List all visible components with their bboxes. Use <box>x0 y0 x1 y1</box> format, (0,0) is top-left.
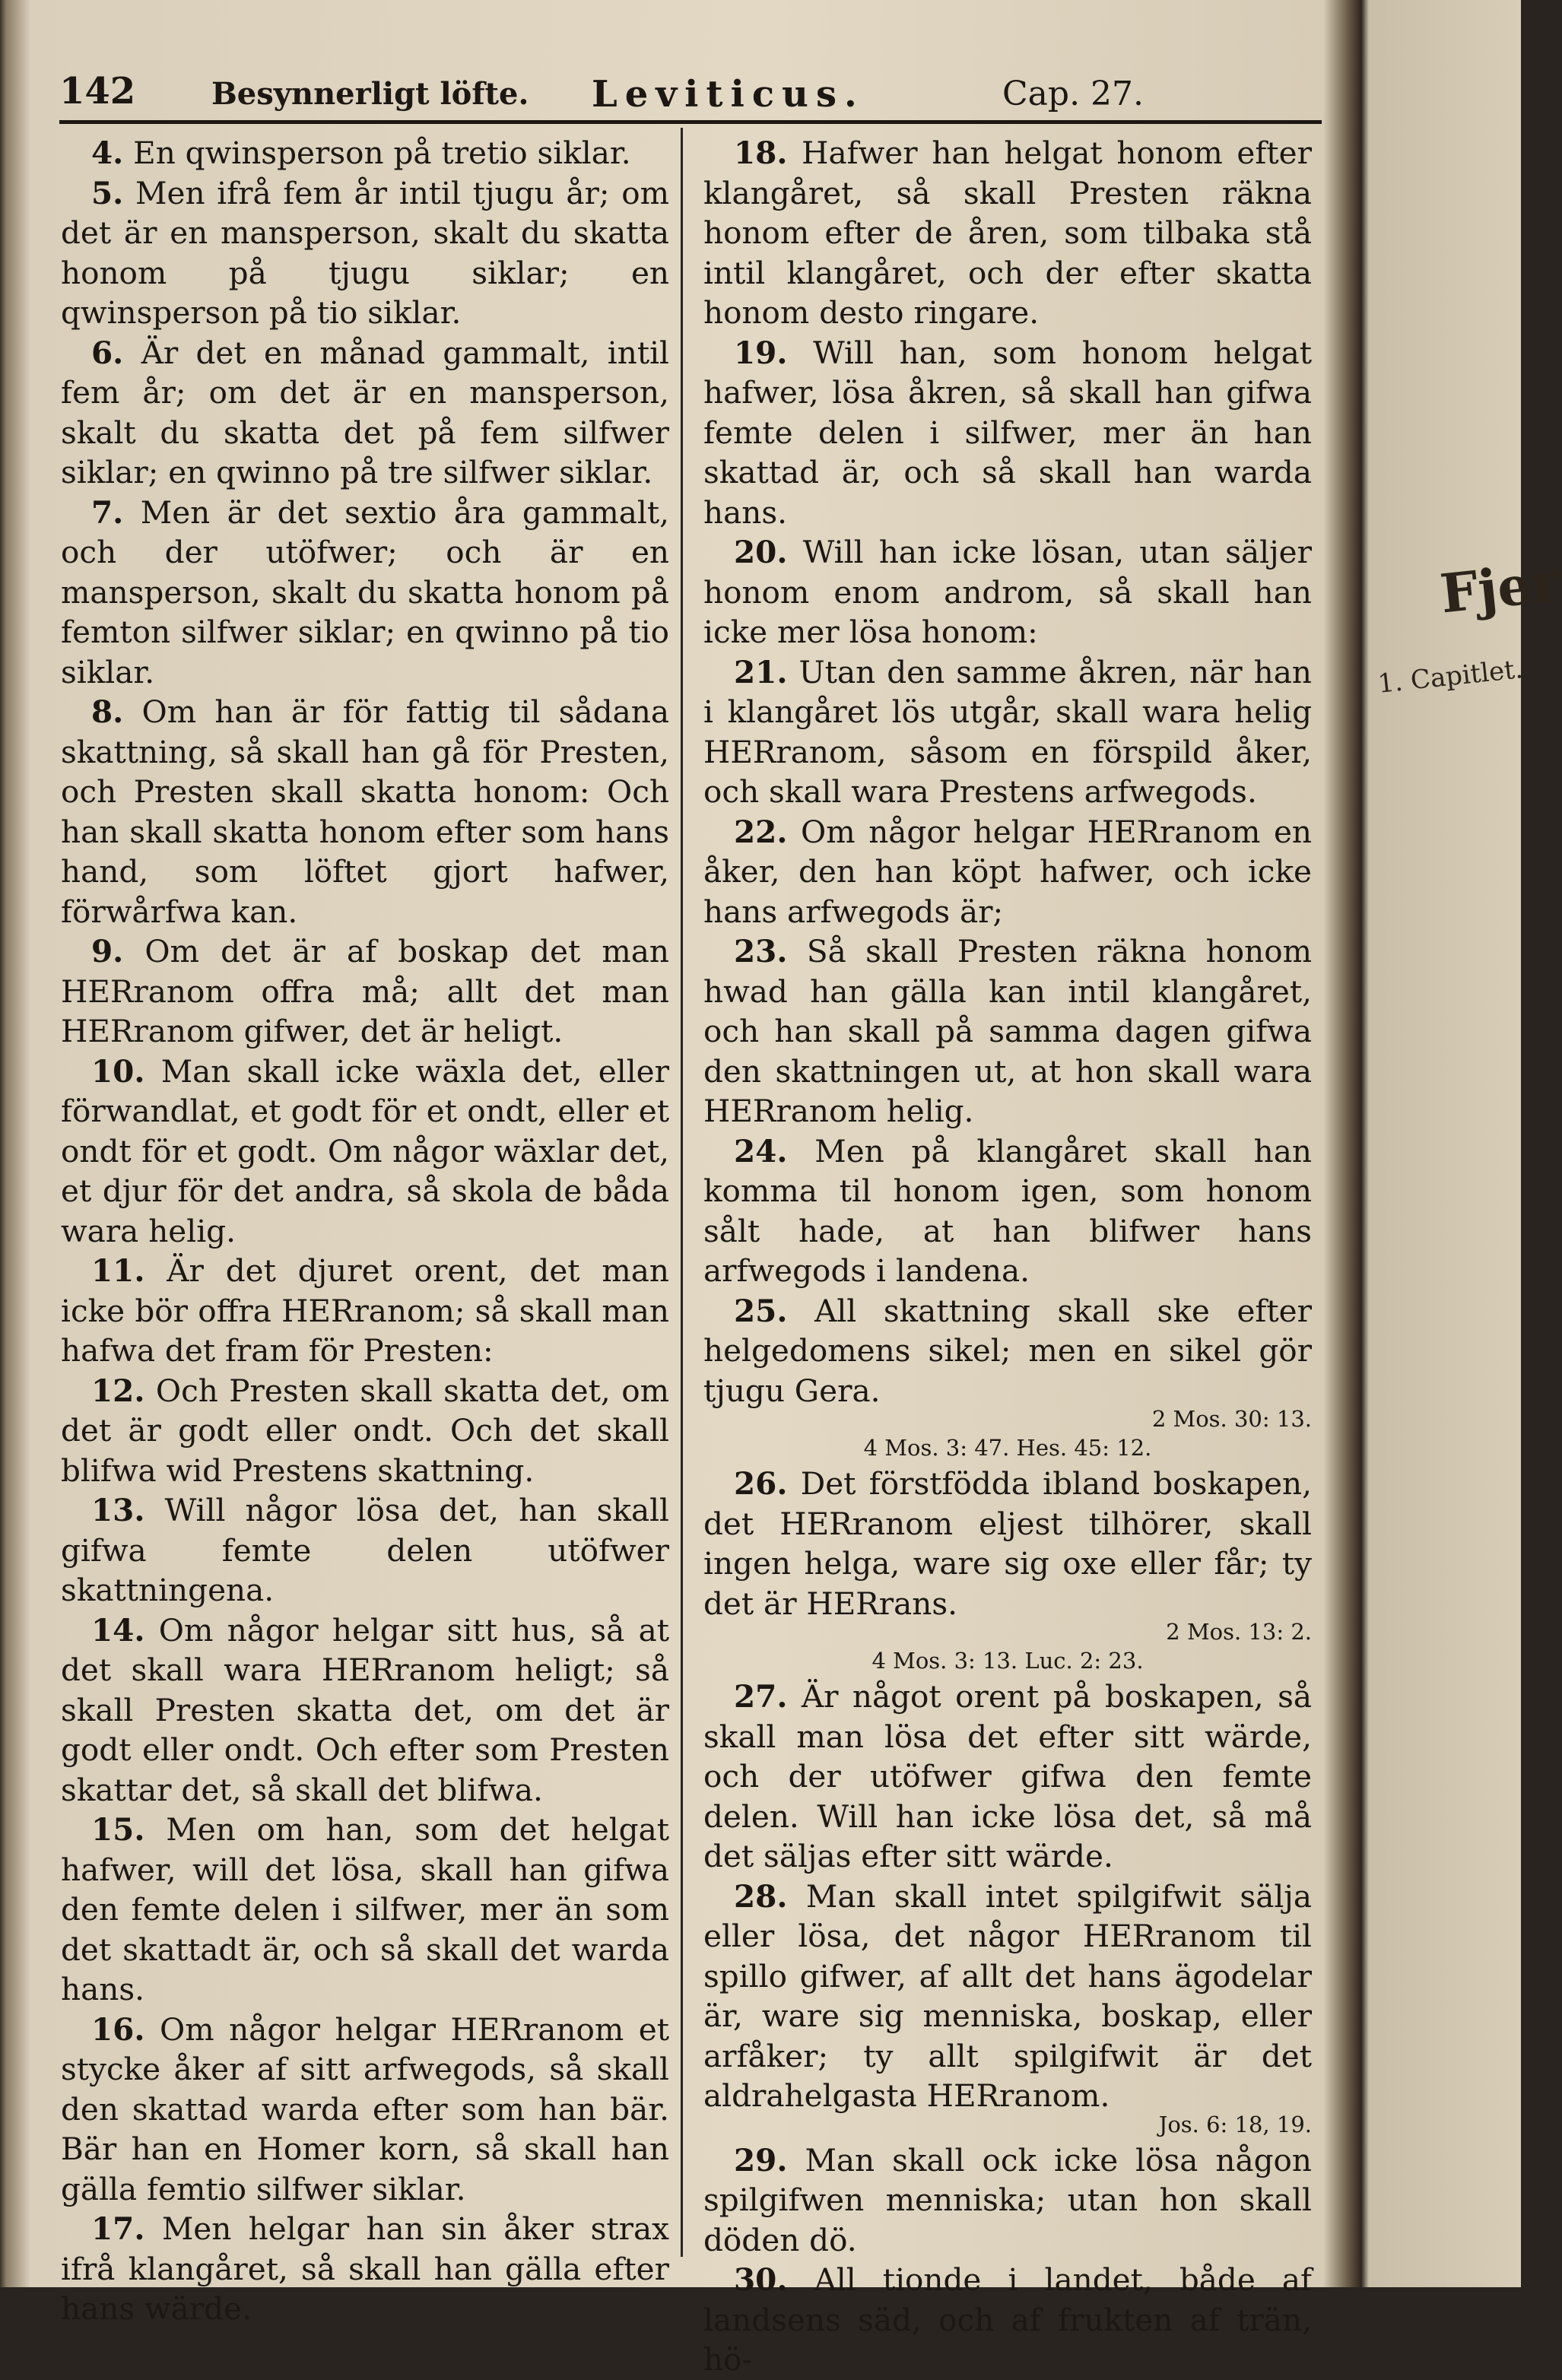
running-head-book: Leviticus. <box>592 73 865 116</box>
verse <box>703 1291 1312 1411</box>
header-rule <box>59 120 1322 124</box>
verse-text: Om någor helgar HERranom en åker, den han köpt hafwer, och icke hans arfwegods är; <box>703 813 1312 930</box>
verse-text: Hafwer han helgat honom efter klangåret, så skall Presten räkna honom efter de åren, som tilbaka stå intil klangåret, och der efter skatta honom desto ringare. <box>703 135 1312 331</box>
verse-number: 9. <box>91 933 124 969</box>
cross-reference: 4 Mos. 3: 13. Luc. 2: 23. <box>871 1648 1144 1674</box>
verse-number: 15. <box>91 1811 145 1848</box>
running-head-left: Besynnerligt löfte. <box>211 76 529 112</box>
verse <box>703 812 1312 932</box>
verse-text: Om han är för fattig til sådana skattning, så skall han gå för Presten, och Presten skall skatta honom: Och han skall skatta honom efter som hans hand, som löftet gjort hafwer, förwårfwa kan. <box>61 693 669 930</box>
verse-number: 23. <box>734 933 788 969</box>
book-page <box>46 46 1323 2378</box>
verse-text: Och Presten skall skatta det, om det är godt eller ondt. Och det skall blifwa wid Prestens skattning. <box>61 1372 669 1489</box>
verse-text: Will någor lösa det, han skall gifwa femte delen utöfwer skattningena. <box>61 1492 670 1608</box>
verse-text: Man skall icke wäxla det, eller förwandlat, et godt för et ondt, eller et ondt för et godt. Om någor wäxlar det, et djur för det andra, så skola de båda wara helig. <box>61 1052 669 1249</box>
verse-number: 5. <box>91 174 124 211</box>
verse-number: 7. <box>91 493 124 531</box>
verse-text: Men på klangåret skall han komma til honom igen, som honom sålt hade, at han blifwer hans arfwegods i landena. <box>703 1132 1312 1289</box>
verse-text: Är något orent på boskapen, så skall man lösa det efter sitt wärde, och der utöfwer gifwa den femte delen. Will han icke lösa det, så må det säljas efter sitt wärde. <box>703 1678 1312 1874</box>
verse <box>61 1490 669 1610</box>
verse-number: 18. <box>734 135 788 171</box>
verse-number: 16. <box>91 2010 145 2048</box>
facing-page-heading: Fjer <box>1437 550 1562 626</box>
verse-number: 25. <box>734 1292 788 1329</box>
verse <box>703 652 1312 812</box>
verse <box>61 173 669 333</box>
verse-text: Är det en månad gammalt, intil fem år; om det är en mansperson, skalt du skatta det på fem silfwer siklar; en qwinno på tre silfwer siklar. <box>61 334 670 490</box>
verse <box>703 1464 1312 1623</box>
verse-number: 17. <box>91 2210 145 2247</box>
verse-text: Will han, som honom helgat hafwer, lösa åkren, så skall han gifwa femte delen i silfwer, mer än han skattad är, och så skall han warda hans. <box>703 334 1313 531</box>
verse-text: Men helgar han sin åker strax ifrå klangåret, så skall han gälla efter hans wärde. <box>61 2210 669 2327</box>
verse-number: 19. <box>734 334 788 371</box>
verse-text: Men om han, som det helgat hafwer, will det lösa, skall han gifwa den femte delen i silfwer, mer än som det skattadt är, och så skall det warda hans. <box>61 1811 669 2007</box>
verse <box>703 2260 1312 2380</box>
verse-text: Om någor helgar HERranom et stycke åker af sitt arfwegods, så skall den skattad warda efter som han bär. Bär han en Homer korn, så skall han gälla femtio silfwer siklar. <box>61 2010 670 2207</box>
verse <box>61 493 669 693</box>
verse-text: Så skall Presten räkna honom hwad han gälla kan intil klangåret, och han skall på samma dagen gifwa den skattningen ut, at hon skall wara HERranom helig. <box>703 933 1312 1129</box>
verse <box>703 1677 1312 1877</box>
verse <box>703 931 1312 1131</box>
verse-number: 21. <box>734 653 788 690</box>
verse-text: Men ifrå fem år intil tjugu år; om det är en mansperson, skalt du skatta honom på tjugu siklar; en qwinsperson på tio siklar. <box>61 174 669 331</box>
verse <box>703 1877 1312 2116</box>
page-number: 142 <box>59 70 136 113</box>
verse-text: En qwinsperson på tretio siklar. <box>133 135 631 171</box>
verse-number: 11. <box>91 1252 145 1289</box>
verse-number: 14. <box>91 1611 145 1649</box>
verse <box>61 333 669 493</box>
verse <box>61 1610 669 1810</box>
verse-text: Men är det sextio åra gammalt, och der utöfwer; och är en mansperson, skalt du skatta honom på femton silfwer siklar; en qwinno på tio siklar. <box>61 493 670 690</box>
cross-reference: 2 Mos. 30: 13. <box>1151 1406 1312 1432</box>
verse-number: 24. <box>734 1132 788 1169</box>
running-header <box>59 61 1322 122</box>
verse-number: 20. <box>734 534 788 570</box>
verse <box>61 692 669 931</box>
verse-number: 8. <box>91 693 124 730</box>
verse <box>61 1251 669 1371</box>
verse <box>703 333 1312 533</box>
verse-text: Utan den samme åkren, när han i klangåret lös utgår, skall wara helig HERranom, såsom en förspild åker, och skall wara Prestens arfwegods. <box>703 653 1312 810</box>
verse <box>61 2209 669 2329</box>
running-head-chapter: Cap. 27. <box>1002 75 1145 113</box>
verse-number: 10. <box>91 1052 145 1090</box>
verse <box>61 1052 669 1252</box>
cross-reference: 4 Mos. 3: 47. Hes. 45: 12. <box>863 1435 1152 1461</box>
facing-page-chapter: 1. Capitlet. <box>1376 654 1525 700</box>
verse-number: 30. <box>734 2261 788 2298</box>
verse-text: Will han icke lösan, utan säljer honom enom androm, så skall han icke mer lösa honom: <box>703 534 1313 650</box>
cross-reference: 2 Mos. 13: 2. <box>1166 1619 1312 1645</box>
verse-number: 13. <box>91 1492 145 1528</box>
column-divider <box>681 128 683 2257</box>
verse <box>703 1131 1312 1291</box>
verse <box>703 532 1312 652</box>
verse-number: 6. <box>91 334 124 371</box>
cross-reference: Jos. 6: 18, 19. <box>1158 2111 1312 2137</box>
right-column <box>703 133 1312 2380</box>
left-column <box>61 133 669 2329</box>
verse <box>61 1810 669 2010</box>
verse-number: 28. <box>734 1877 788 1915</box>
verse-text: Om någor helgar sitt hus, så at det skall wara HERranom heligt; så skall Presten skatta det, om det är godt eller ondt. Och efter som Presten skattar det, så skall det blifwa. <box>61 1611 669 1808</box>
verse-text: Är det djuret orent, det man icke bör offra HERranom; så skall man hafwa det fram för Presten: <box>61 1252 670 1369</box>
verse-number: 12. <box>91 1372 145 1409</box>
verse-text: Om det är af boskap det man HERranom offra må; allt det man HERranom gifwer, det är heligt. <box>61 933 670 1049</box>
verse-number: 22. <box>734 813 788 850</box>
verse-text: All skattning skall ske efter helgedomens sikel; men en sikel gör tjugu Gera. <box>703 1292 1313 1409</box>
verse-text: Man skall intet spilgifwit sälja eller lösa, det någor HERranom til spillo gifwer, af allt det hans ägodelar är, ware sig menniska, boskap, eller arfåker; ty allt spilgifwit är det aldrahelgasta HERranom. <box>703 1877 1312 2114</box>
verse-number: 27. <box>734 1678 788 1715</box>
verse-number: 26. <box>734 1465 788 1502</box>
verse <box>61 2010 669 2210</box>
verse-text: Det förstfödda ibland boskapen, det HERranom eljest tilhörer, skall ingen helga, ware sig oxe eller får; ty det är HERrans. <box>703 1465 1312 1622</box>
verse-number: 29. <box>734 2141 788 2178</box>
verse <box>703 2140 1312 2261</box>
verse-text: All tionde i landet, både af landsens säd, och af frukten af trän, hö- <box>703 2261 1313 2378</box>
verse-text: Man skall ock icke lösa någon spilgifwen menniska; utan hon skall döden dö. <box>703 2141 1312 2258</box>
facing-page-edge <box>1369 0 1562 2287</box>
verse <box>61 1371 669 1491</box>
verse <box>703 133 1312 333</box>
verse <box>61 133 669 173</box>
verse-number: 4. <box>91 135 124 171</box>
verse <box>61 931 669 1052</box>
